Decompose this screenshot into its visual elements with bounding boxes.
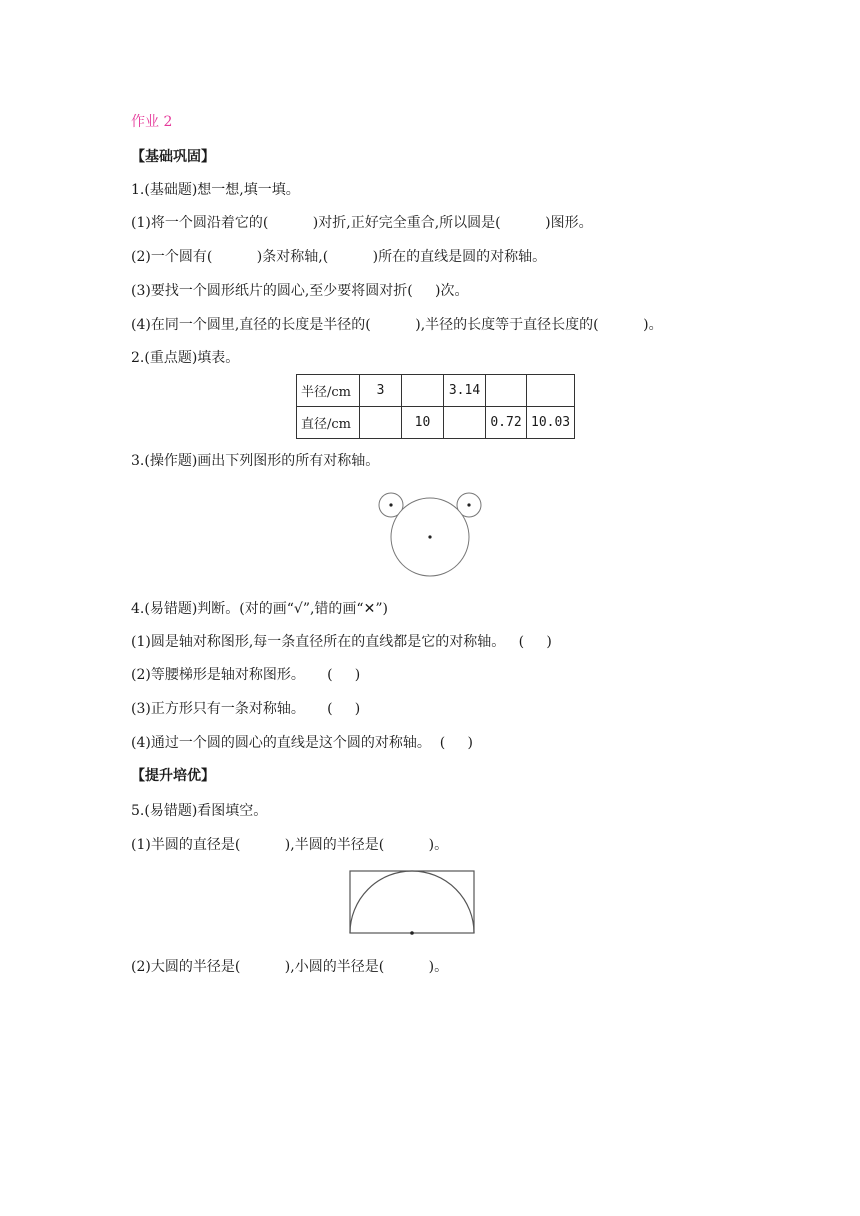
q1-part1: (1)将一个圆沿着它的( )对折,正好完全重合,所以圆是( )图形。 [131, 215, 593, 231]
semicircle-in-rectangle-figure [349, 869, 477, 937]
page-title: 作业 2 [131, 114, 173, 130]
radius-diameter-table [296, 374, 575, 439]
q4-part2: (2)等腰梯形是轴对称图形。 ( ) [131, 667, 361, 683]
table-cell[interactable] [402, 375, 444, 407]
section-heading-advanced: 【提升培优】 [131, 768, 215, 784]
table-cell[interactable]: 10.03 [527, 407, 575, 439]
row-label-radius: 半径/cm [297, 375, 360, 407]
right-ear-center-dot [467, 503, 470, 506]
rectangle-outline [350, 871, 474, 933]
table-cell[interactable]: 0.72 [486, 407, 527, 439]
section-heading-basic: 【基础巩固】 [131, 149, 215, 165]
table-cell[interactable] [527, 375, 575, 407]
table-cell[interactable] [486, 375, 527, 407]
q1-part3: (3)要找一个圆形纸片的圆心,至少要将圆对折( )次。 [131, 283, 469, 299]
table-row [297, 375, 575, 407]
q4-part4: (4)通过一个圆的圆心的直线是这个圆的对称轴。 ( ) [131, 735, 473, 751]
left-ear-center-dot [389, 503, 392, 506]
q4-stem: 4.(易错题)判断。(对的画“√”,错的画“✕”) [131, 601, 388, 617]
semicircle-arc [350, 871, 474, 933]
table-cell[interactable]: 10 [402, 407, 444, 439]
q1-stem: 1.(基础题)想一想,填一填。 [131, 182, 300, 198]
q2-stem: 2.(重点题)填表。 [131, 350, 240, 366]
q1-part2: (2)一个圆有( )条对称轴,( )所在的直线是圆的对称轴。 [131, 249, 547, 265]
row-label-diameter: 直径/cm [297, 407, 360, 439]
q5-stem: 5.(易错题)看图填空。 [131, 803, 268, 819]
table-row [297, 407, 575, 439]
table-cell[interactable]: 3.14 [444, 375, 486, 407]
table-cell[interactable] [360, 407, 402, 439]
semicircle-center-dot [410, 931, 414, 935]
q5-part2: (2)大圆的半径是( ),小圆的半径是( )。 [131, 959, 449, 975]
q3-stem: 3.(操作题)画出下列图形的所有对称轴。 [131, 453, 380, 469]
face-center-dot [428, 535, 431, 538]
table-cell[interactable] [444, 407, 486, 439]
bear-face-figure [370, 484, 490, 584]
q1-part4: (4)在同一个圆里,直径的长度是半径的( ),半径的长度等于直径长度的( )。 [131, 317, 663, 333]
q4-part1: (1)圆是轴对称图形,每一条直径所在的直线都是它的对称轴。 ( ) [131, 634, 552, 650]
q5-part1: (1)半圆的直径是( ),半圆的半径是( )。 [131, 837, 449, 853]
table-cell[interactable]: 3 [360, 375, 402, 407]
q4-part3: (3)正方形只有一条对称轴。 ( ) [131, 701, 361, 717]
